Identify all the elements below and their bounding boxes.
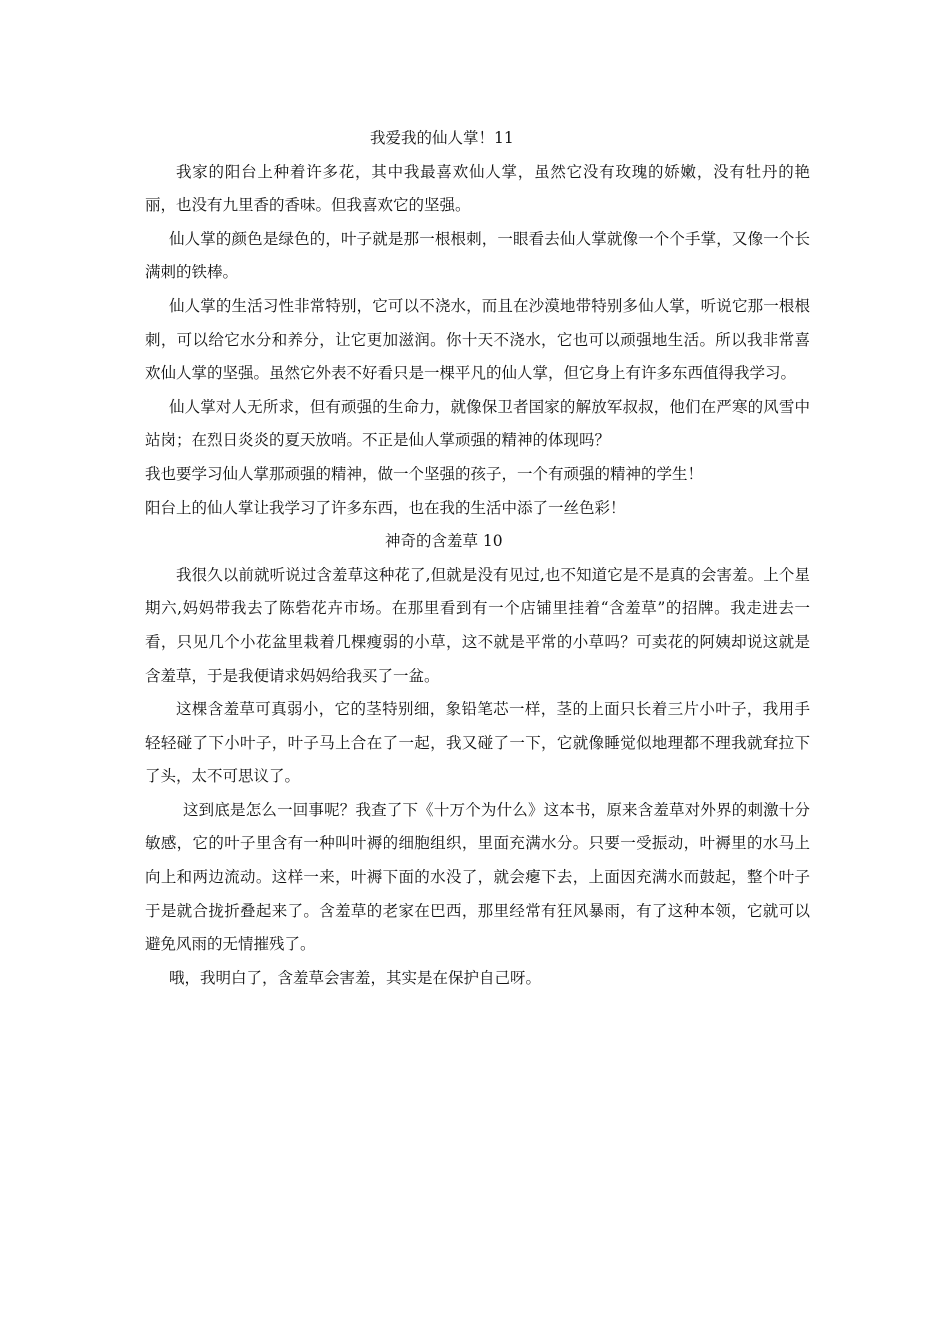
essay-1-paragraph-4: 仙人掌对人无所求，但有顽强的生命力，就像保卫者国家的解放军叔叔，他们在严寒的风雪中站岗；在烈日炎炎的夏天放哨。不正是仙人掌顽强的精神的体现吗？: [145, 397, 810, 450]
essay-1-paragraph-2: 仙人掌的颜色是绿色的，叶子就是那一根根刺，一眼看去仙人掌就像一个个手掌，又像一个长满刺的铁棒。: [145, 229, 810, 282]
document-body: [145, 122, 810, 995]
essay-1-paragraph-6: 阳台上的仙人掌让我学习了许多东西，也在我的生活中添了一丝色彩！: [145, 498, 626, 517]
essay-2-title: 神奇的含羞草 10: [385, 532, 503, 551]
essay-2-paragraph-1: 我很久以前就听说过含羞草这种花了,但就是没有见过,也不知道它是不是真的会害羞。上个星期六,妈妈带我去了陈砦花卉市场。在那里看到有一个店铺里挂着“含羞草”的招牌。我走进去一看，只见几个小花盆里栽着几棵瘦弱的小草，这不就是平常的小草吗？可卖花的阿姨却说这就是含羞草，于是我便请求妈妈给我买了一盆。: [145, 565, 810, 685]
essay-1-title: 我爱我的仙人掌！11: [370, 129, 514, 147]
essay-2-paragraph-4: 哦，我明白了，含羞草会害羞，其实是在保护自己呀。: [169, 968, 542, 987]
essay-2-paragraph-2: 这棵含羞草可真弱小，它的茎特别细，象铅笔芯一样，茎的上面只长着三片小叶子，我用手轻轻碰了下小叶子，叶子马上合在了一起，我又碰了一下，它就像睡觉似地理都不理我就耷拉下了头，太不可思议了。: [145, 700, 810, 786]
essay-2-paragraph-3: 这到底是怎么一回事呢？我查了下《十万个为什么》这本书，原来含羞草对外界的刺激十分敏感，它的叶子里含有一种叫叶褥的细胞组织，里面充满水分。只要一受振动，叶褥里的水马上向上和两边流动。这样一来，叶褥下面的水没了，就会瘪下去，上面因充满水而鼓起，整个叶子于是就合拢折叠起来了。含羞草的老家在巴西，那里经常有狂风暴雨，有了这种本领，它就可以避免风雨的无情摧残了。: [145, 800, 810, 954]
essay-1-paragraph-3: 仙人掌的生活习性非常特别，它可以不浇水，而且在沙漠地带特别多仙人掌，听说它那一根根刺，可以给它水分和养分，让它更加滋润。你十天不浇水，它也可以顽强地生活。所以我非常喜欢仙人掌的坚强。虽然它外表不好看只是一棵平凡的仙人掌，但它身上有许多东西值得我学习。: [145, 296, 810, 383]
essay-1-paragraph-1: 我家的阳台上种着许多花，其中我最喜欢仙人掌，虽然它没有玫瑰的娇嫩，没有牡丹的艳丽，也没有九里香的香味。但我喜欢它的坚强。: [145, 162, 810, 215]
essay-1-paragraph-5: 我也要学习仙人掌那顽强的精神，做一个坚强的孩子，一个有顽强的精神的学生！: [145, 464, 704, 483]
